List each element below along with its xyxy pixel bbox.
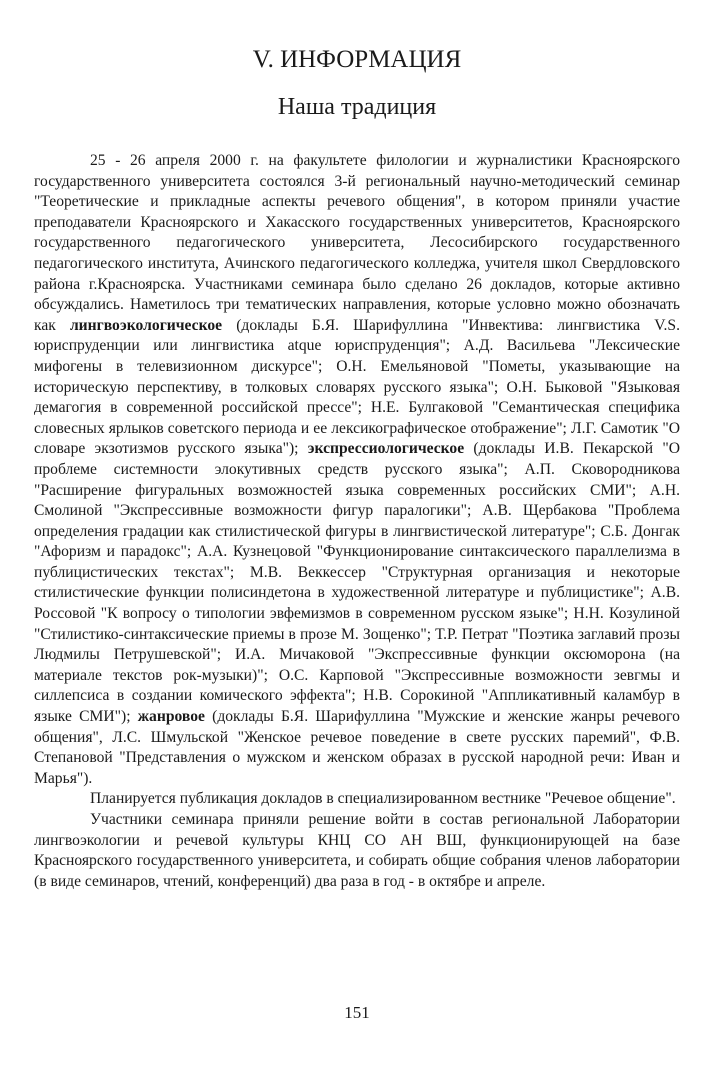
para1-text-4: (доклады Б.Я. Шарифуллина "Мужские и женские жанры речевого общения", Л.С. Шмульской "Женское речевое поведение в свете русских паремий", Ф.В. Степановой "Представления о мужском и женском образах в русской народной речи: Иван и Марья"). [34,708,680,787]
section-title: V. ИНФОРМАЦИЯ [252,46,462,73]
paragraph-publication: Планируется публикация докладов в специализированном вестнике "Речевое общение". [90,790,676,808]
para1-text-1: 25 - 26 апреля 2000 г. на факультете филологии и журналистики Красноярского государственного университета состоялся 3-й региональный научно-методический семинар "Теоретические и прикладные аспекты речевого общения", в котором приняли участие преподаватели Красноярского и Хакасского государственных университетов, Красноярского государственного педагогического университета, Лесосибирского государственного педагогического института, Ачинского педагогического колледжа, учителя школ Свердловского района г.Красноярска. Участниками семинара было сделано 26 докладов, которые активно обсуждались. Наметилось три тематических направления, которые условно можно обозначать как [34,152,680,334]
paragraph-seminar-report [34,151,680,789]
article-title: Наша традиция [277,94,437,120]
article-body [34,151,680,892]
paragraph-laboratory: Участники семинара приняли решение войти в состав региональной Лаборатории лингвоэкологии и речевой культуры КНЦ СО АН ВШ, функционирующей на базе Красноярского государственного университета, и собирать общие собрания членов лаборатории (в виде семинаров, чтений, конференций) два раза в год - в октябре и апреле. [34,811,680,890]
direction-expressiological: экспрессиологическое [307,440,465,458]
page-number: 151 [344,1003,370,1022]
para1-text-3: (доклады И.В. Пекарской "О проблеме системности элокутивных средств русского языка"; А.П. Сковородникова "Расширение фигуральных возможностей языка современных российских СМИ"; А.Н. Смолиной "Экспрессивные возможности фигур паралогики"; А.В. Щербакова "Проблема определения градации как стилистической фигуры в лингвистической литературе"; С.Б. Донгак "Афоризм и парадокс"; А.А. Кузнецовой "Функционирование синтаксического параллелизма в публицистических текстах"; М.В. Веккессер "Структурная организация и некоторые стилистические функции полисиндетона в художественной литературе и публицистике"; А.В. Россовой "К вопросу о типологии эвфемизмов в современном русском языке"; Н.Н. Козулиной "Стилистико-синтаксические приемы в прозе М. Зощенко"; Т.Р. Петрат "Поэтика заглавий прозы Людмилы Петрушевской"; И.А. Мичаковой "Экспрессивные функции оксюморона (на материале текстов рок-музыки)"; О.С. Карповой "Экспрессивные возможности зевгмы и силлепсиса в создании комического эффекта"; Н.В. Сорокиной "Аппликативный каламбур в языке СМИ"); [34,440,680,726]
direction-genre: жанровое [137,708,205,726]
para1-text-2: (доклады Б.Я. Шарифуллина "Инвектива: лингвистика V.S. юриспруденции или лингвистика atque юриспруденция"; А.Д. Васильева "Лексические мифогены в телевизионном дискурсе"; О.Н. Емельяновой "Пометы, указывающие на историческую перспективу, в толковых словарях русского языка"; О.Н. Быковой "Языковая демагогия в современной российской прессе"; Н.Е. Булгаковой "Семантическая специфика словесных ярлыков советского периода и ее лексикографическое отображение"; Л.Г. Самотик "О словаре экзотизмов русского языка"); [34,316,680,458]
direction-linguoecological: лингвоэкологическое [69,316,223,334]
